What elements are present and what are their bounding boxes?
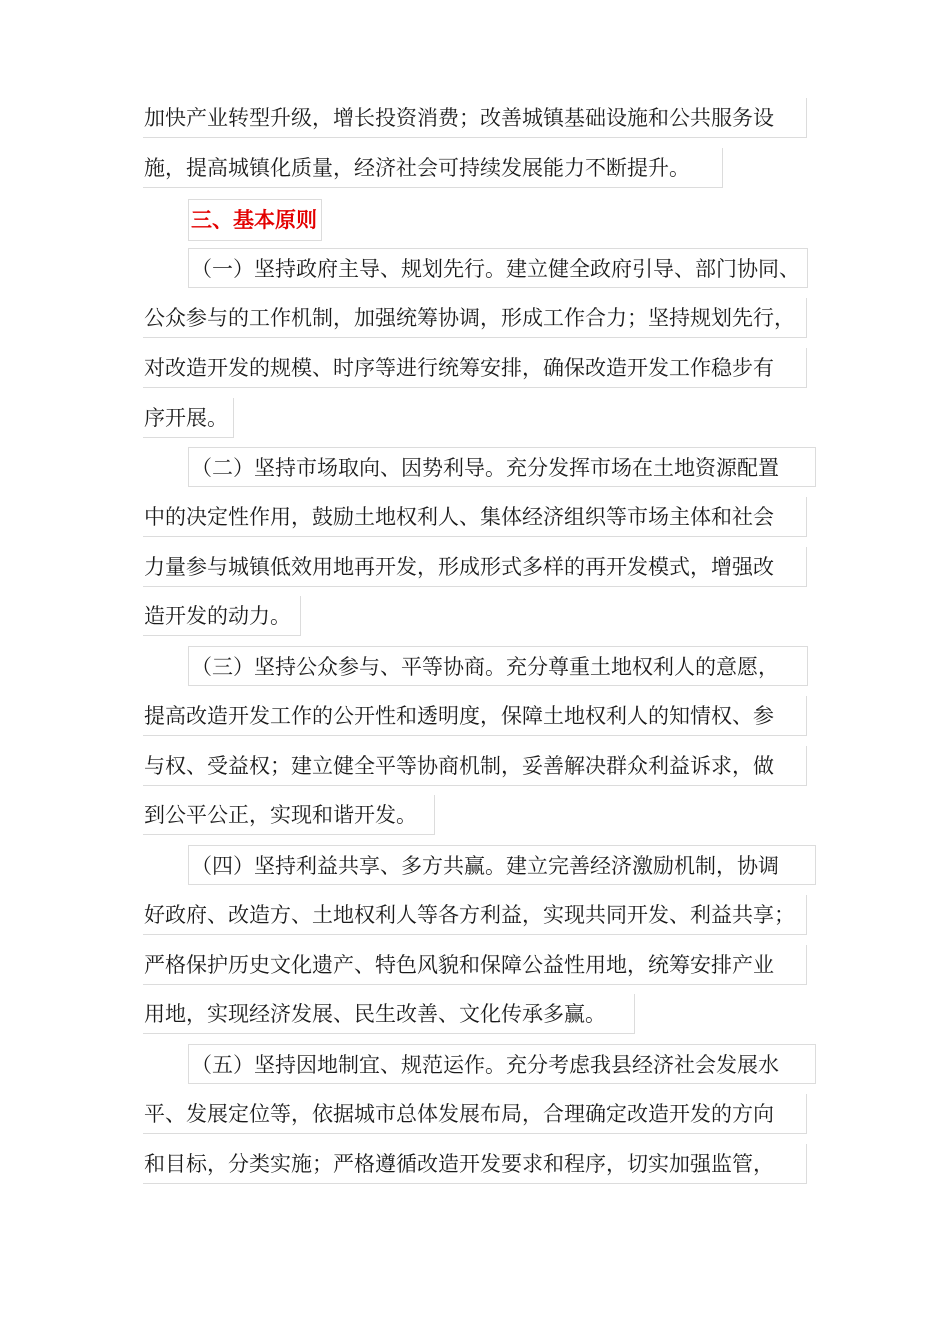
- principle-3-line-2: 提高改造开发工作的公开性和透明度，保障土地权利人的知情权、参: [143, 696, 807, 736]
- principle-3-line-3: 与权、受益权；建立健全平等协商机制，妥善解决群众利益诉求，做: [143, 746, 807, 786]
- principle-1-line-1: （一）坚持政府主导、规划先行。建立健全政府引导、部门协同、: [188, 248, 808, 288]
- principle-5-line-2: 平、发展定位等，依据城市总体发展布局，合理确定改造开发的方向: [143, 1094, 807, 1134]
- principle-4-line-1: （四）坚持利益共享、多方共赢。建立完善经济激励机制，协调: [188, 845, 816, 885]
- section-heading: 三、基本原则: [188, 199, 322, 241]
- principle-4-line-2: 好政府、改造方、土地权利人等各方利益，实现共同开发、利益共享；: [143, 895, 807, 935]
- principle-3-line-1: （三）坚持公众参与、平等协商。充分尊重土地权利人的意愿，: [188, 646, 808, 686]
- principle-3-line-4: 到公平公正，实现和谐开发。: [143, 795, 435, 835]
- principle-2-line-2: 中的决定性作用，鼓励土地权利人、集体经济组织等市场主体和社会: [143, 497, 807, 537]
- principle-5-line-1: （五）坚持因地制宜、规范运作。充分考虑我县经济社会发展水: [188, 1044, 816, 1084]
- principle-2-line-3: 力量参与城镇低效用地再开发，形成形式多样的再开发模式，增强改: [143, 547, 807, 587]
- principle-4-line-4: 用地，实现经济发展、民生改善、文化传承多赢。: [143, 994, 635, 1034]
- text-line: 施，提高城镇化质量，经济社会可持续发展能力不断提升。: [143, 148, 723, 188]
- text-line: 加快产业转型升级，增长投资消费；改善城镇基础设施和公共服务设: [143, 98, 807, 138]
- principle-5-line-3: 和目标，分类实施；严格遵循改造开发要求和程序，切实加强监管，: [143, 1144, 807, 1184]
- principle-1-line-4: 序开展。: [143, 398, 234, 438]
- principle-1-line-2: 公众参与的工作机制，加强统筹协调，形成工作合力；坚持规划先行，: [143, 298, 807, 338]
- principle-2-line-1: （二）坚持市场取向、因势利导。充分发挥市场在土地资源配置: [188, 447, 816, 487]
- principle-4-line-3: 严格保护历史文化遗产、特色风貌和保障公益性用地，统筹安排产业: [143, 945, 807, 985]
- principle-2-line-4: 造开发的动力。: [143, 596, 301, 636]
- principle-1-line-3: 对改造开发的规模、时序等进行统筹安排，确保改造开发工作稳步有: [143, 348, 807, 388]
